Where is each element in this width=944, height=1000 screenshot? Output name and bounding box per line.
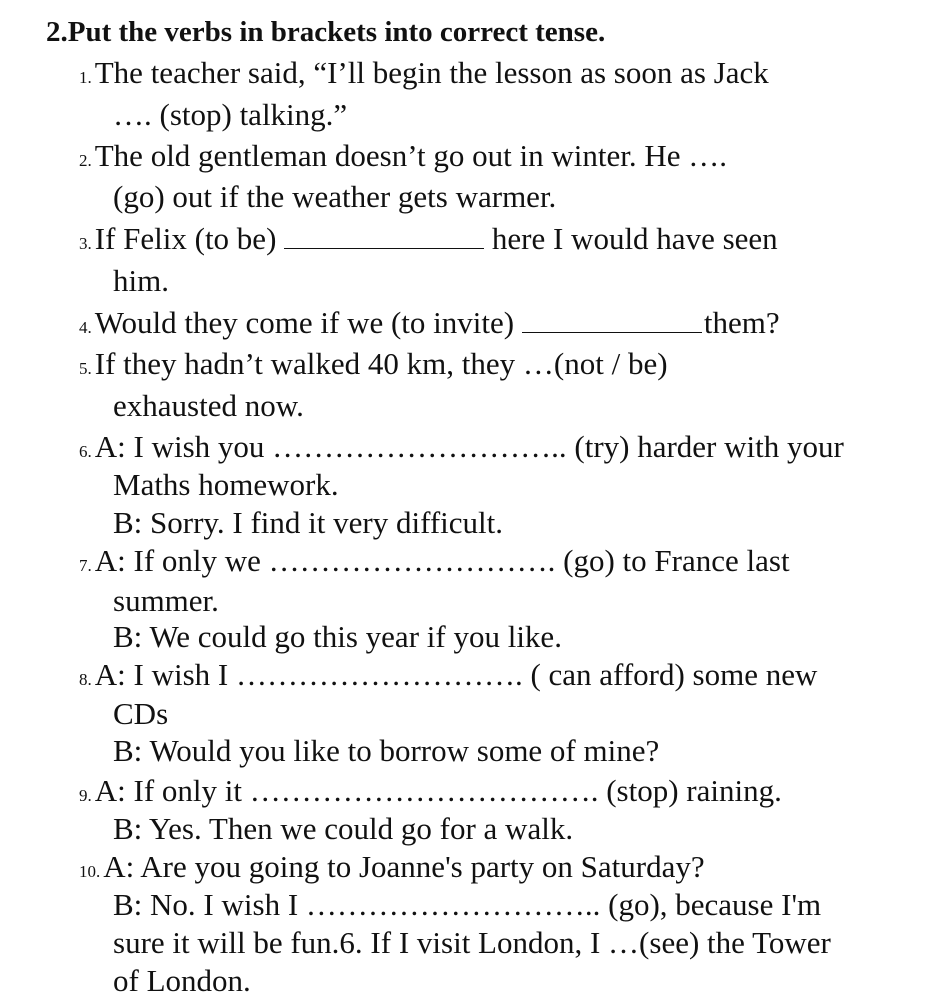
item-3-line-1 [79, 220, 778, 263]
item-3-text-b: here I would have seen [491, 221, 778, 256]
item-2-number: 2. [79, 151, 92, 170]
item-1-text: The teacher said, “I’ll begin the lesson as soon as Jack [94, 55, 769, 90]
item-8-text: A: I wish I ………………………. ( can afford) some new [94, 657, 818, 692]
item-1-line-1 [79, 54, 769, 97]
item-10-text: A: Are you going to Joanne's party on Saturday? [103, 849, 705, 884]
item-6-text: A: I wish you ……………………….. (try) harder with your [94, 429, 844, 464]
item-4-answer-blank[interactable] [522, 308, 702, 333]
exercise-title: 2.Put the verbs in brackets into correct tense. [46, 16, 606, 48]
item-6-line-1 [79, 428, 844, 471]
item-5-line-1 [79, 345, 668, 388]
item-1-number: 1. [79, 68, 92, 87]
item-3-text-a: If Felix (to be) [94, 221, 277, 256]
item-10-line-2: B: No. I wish I ……………………….. (go), because I'm [113, 887, 822, 922]
item-10-line-4: of London. [113, 963, 251, 998]
item-3-line-2: him. [113, 263, 169, 298]
item-4-text-b: them? [703, 305, 780, 340]
item-5-line-2: exhausted now. [113, 388, 304, 423]
item-6-number: 6. [79, 442, 92, 461]
item-10-line-3: sure it will be fun.6. If I visit London, I …(see) the Tower [113, 925, 831, 960]
item-5-text: If they hadn’t walked 40 km, they …(not / be) [94, 346, 668, 381]
item-7-number: 7. [79, 556, 92, 575]
item-8-line-2: CDs [113, 696, 169, 731]
item-7-line-2: summer. [113, 583, 219, 618]
item-9-line-1 [79, 772, 782, 815]
item-3-answer-blank[interactable] [284, 224, 484, 249]
item-7-line-3: B: We could go this year if you like. [113, 619, 562, 654]
item-8-line-3: B: Would you like to borrow some of mine? [113, 733, 660, 768]
item-2-text: The old gentleman doesn’t go out in winter. He …. [94, 138, 727, 173]
item-9-number: 9. [79, 786, 92, 805]
item-8-number: 8. [79, 670, 92, 689]
item-2-line-2: (go) out if the weather gets warmer. [113, 179, 557, 214]
item-9-text: A: If only it ……………………………. (stop) raining. [94, 773, 782, 808]
item-3-number: 3. [79, 234, 92, 253]
item-2-line-1 [79, 137, 727, 180]
item-7-line-1 [79, 542, 790, 585]
item-8-line-1 [79, 656, 817, 699]
item-4-number: 4. [79, 318, 92, 337]
item-5-number: 5. [79, 359, 92, 378]
item-9-line-2: B: Yes. Then we could go for a walk. [113, 811, 574, 846]
item-4-line-1 [79, 304, 780, 347]
item-1-line-2: …. (stop) talking.” [113, 97, 348, 132]
item-7-text: A: If only we ………………………. (go) to France last [94, 543, 790, 578]
item-10-number: 10. [79, 862, 101, 881]
item-10-line-1 [79, 848, 705, 891]
item-6-line-3: B: Sorry. I find it very difficult. [113, 505, 504, 540]
item-4-text-a: Would they come if we (to invite) [94, 305, 515, 340]
item-6-line-2: Maths homework. [113, 467, 339, 502]
